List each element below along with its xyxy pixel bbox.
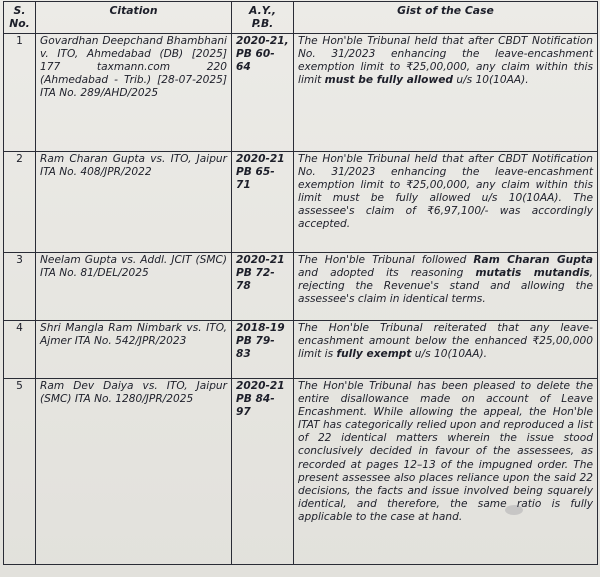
row-citation: Ram Dev Daiya vs. ITO, Jaipur (SMC) ITA No. 1280/JPR/2025	[36, 379, 232, 565]
header-ay-pb: A.Y., P.B.	[232, 2, 294, 34]
row-sno: 1	[4, 34, 36, 152]
table-row	[4, 321, 598, 379]
row-sno: 4	[4, 321, 36, 379]
row-gist: The Hon'ble Tribunal followed Ram Charan Gupta and adopted its reasoning mutatis mutandis, rejecting the Revenue's stand and allowing the assessee's claim in identical terms.	[294, 253, 598, 321]
row-sno: 2	[4, 152, 36, 253]
row-sno: 5	[4, 379, 36, 565]
row-citation: Govardhan Deepchand Bhambhani v. ITO, Ahmedabad (DB) [2025] 177 taxmann.com 220 (Ahmedabad - Trib.) [28-07-2025] ITA No. 289/AHD/2025	[36, 34, 232, 152]
row-citation: Ram Charan Gupta vs. ITO, Jaipur ITA No. 408/JPR/2022	[36, 152, 232, 253]
row-gist: The Hon'ble Tribunal held that after CBDT Notification No. 31/2023 enhancing the leave-encashment exemption limit to ₹25,00,000, any claim within this limit must be fully allowed u/s 10(10AA). The assessee's claim of ₹6,97,100/- was accordingly accepted.	[294, 152, 598, 253]
row-citation: Neelam Gupta vs. Addl. JCIT (SMC) ITA No. 81/DEL/2025	[36, 253, 232, 321]
row-ay-pb: 2020-21, PB 60-64	[232, 34, 294, 152]
row-citation: Shri Mangla Ram Nimbark vs. ITO, Ajmer ITA No. 542/JPR/2023	[36, 321, 232, 379]
header-citation: Citation	[36, 2, 232, 34]
row-ay-pb: 2020-21 PB 72-78	[232, 253, 294, 321]
case-citation-table	[3, 1, 598, 565]
header-gist: Gist of the Case	[294, 2, 598, 34]
table-row	[4, 34, 598, 152]
row-gist: The Hon'ble Tribunal held that after CBDT Notification No. 31/2023 enhancing the leave-encashment exemption limit to ₹25,00,000, any claim within this limit must be fully allowed u/s 10(10AA).	[294, 34, 598, 152]
table-header-row	[4, 2, 598, 34]
table-row	[4, 379, 598, 565]
row-sno: 3	[4, 253, 36, 321]
table-row	[4, 253, 598, 321]
ink-smudge	[505, 505, 523, 515]
row-ay-pb: 2020-21 PB 65-71	[232, 152, 294, 253]
row-ay-pb: 2020-21 PB 84-97	[232, 379, 294, 565]
row-ay-pb: 2018-19 PB 79-83	[232, 321, 294, 379]
row-gist: The Hon'ble Tribunal has been pleased to delete the entire disallowance made on account of Leave Encashment. While allowing the appeal, the Hon'ble ITAT has categorically relied upon and reproduced a list of 22 identical matters wherein the issue stood conclusively decided in favour of the assessees, as recorded at pages 12–13 of the impugned order. The present assessee also places reliance upon the said 22 decisions, the facts and issue involved being squarely identical, and therefore, the same ratio is fully applicable to the case at hand.	[294, 379, 598, 565]
row-gist: The Hon'ble Tribunal reiterated that any leave-encashment amount below the enhanced ₹25,00,000 limit is fully exempt u/s 10(10AA).	[294, 321, 598, 379]
header-sno: S. No.	[4, 2, 36, 34]
table-row	[4, 152, 598, 253]
